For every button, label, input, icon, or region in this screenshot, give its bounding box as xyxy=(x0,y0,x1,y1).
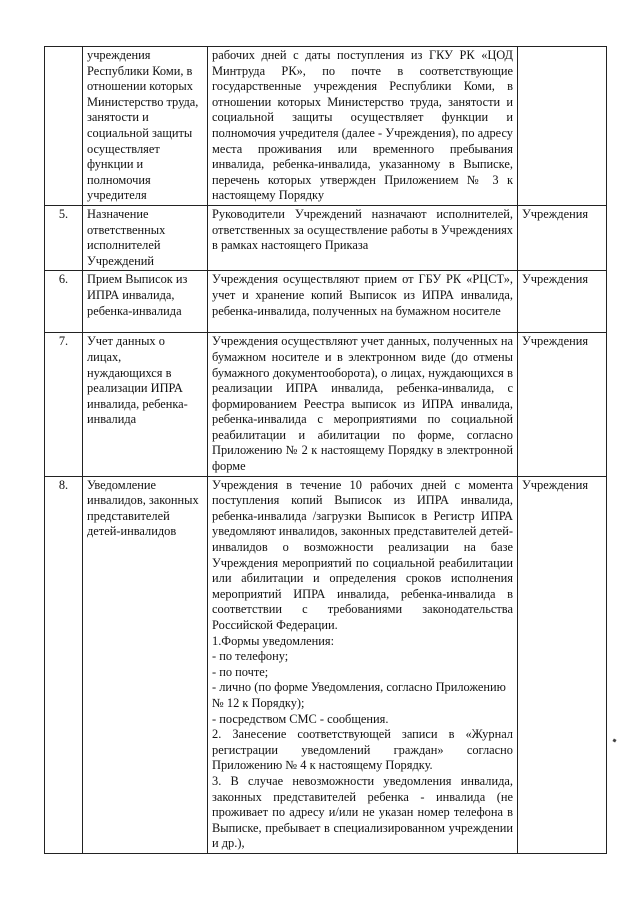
description-cell: Руководители Учреждений назначают исполнителей, ответственных за осуществление работы в Учреждениях в рамках настоящего Приказа xyxy=(208,205,518,270)
description-cell xyxy=(208,476,518,853)
table-row xyxy=(45,476,607,853)
responsible-cell: Учреждения xyxy=(518,271,607,333)
responsible-cell: Учреждения xyxy=(518,476,607,853)
description-cell: Учреждения осуществляют прием от ГБУ РК «РЦСТ», учет и хранение копий Выписок из ИПРА инвалида, ребенка-инвалида, полученных на бумажном носителе xyxy=(208,271,518,333)
table-row xyxy=(45,205,607,270)
impossible-notification-item: 3. В случае невозможности уведомления инвалида, законных представителей ребенка - инвалида (не проживает по адресу и/или не указан номер телефона в Выписке, пребывает в специализированном учреждении и др.), xyxy=(212,773,513,851)
task-cell: Уведомление инвалидов, законных представителей детей-инвалидов xyxy=(83,476,208,853)
journal-entry-item: 2. Занесение соответствующей записи в «Журнал регистрации уведомлений граждан» согласно Приложению № 4 к настоящему Порядку. xyxy=(212,727,513,773)
table-row xyxy=(45,271,607,333)
forms-title: 1.Формы уведомления: xyxy=(212,633,335,648)
task-cell: учреждения Республики Коми, в отношении которых Министерство труда, занятости и социальной защиты осуществляет функции и полномочия учредителя xyxy=(83,47,208,206)
row-number: 6. xyxy=(45,271,83,333)
row-number: 5. xyxy=(45,205,83,270)
description-cell: Учреждения осуществляют учет данных, полученных на бумажном носителе и в электронном виде (до отмены бумажного документооборота), о лицах, нуждающихся в реализации ИПРА инвалида, ребенка-инвалида, с формированием Реестра выписок из ИПРА инвалида, ребенка-инвалида с мероприятиями по социальной реабилитации и абилитации по форме, согласно Приложению № 2 к настоящему Порядку в электронной форме xyxy=(208,333,518,476)
scan-speck xyxy=(612,738,616,742)
responsible-cell xyxy=(518,47,607,206)
form-item: - посредством СМС - сообщения. xyxy=(212,711,389,726)
procedure-table xyxy=(44,46,607,854)
form-item: - по почте; xyxy=(212,664,269,679)
row-number: 7. xyxy=(45,333,83,476)
description-cell: рабочих дней с даты поступления из ГКУ РК «ЦОД Минтруда РК», по почте в соответствующие государственные учреждения Республики Коми, в отношении которых Министерство труда, занятости и социальной защиты осуществляет функции и полномочия учредителя (далее - Учреждения), по адресу места проживания или временного пребывания инвалида, ребенка-инвалида, указанному в Выписке, перечень которых утвержден Приложением № 3 к настоящему Порядку xyxy=(208,47,518,206)
task-cell: Прием Выписок из ИПРА инвалида, ребенка-инвалида xyxy=(83,271,208,333)
table-row xyxy=(45,333,607,476)
responsible-cell: Учреждения xyxy=(518,333,607,476)
table-row xyxy=(45,47,607,206)
task-cell: Назначение ответственных исполнителей Учреждений xyxy=(83,205,208,270)
task-cell: Учет данных о лицах, нуждающихся в реализации ИПРА инвалида, ребенка- инвалида xyxy=(83,333,208,476)
form-item: - лично (по форме Уведомления, согласно Приложению № 12 к Порядку); xyxy=(212,680,506,710)
notification-intro: Учреждения в течение 10 рабочих дней с момента поступления копий Выписок из ИПРА инвалида, ребенка-инвалида /загрузки Выписок в Регистр ИПРА уведомляют инвалидов, законных представителей детей-инвалидов о возможности реализации на базе Учреждения мероприятий по социальной реабилитации или абилитации и определения сроков исполнения мероприятий ИПРА инвалида, ребенка-инвалида в соответствии с требованиями законодательства Российской Федерации. xyxy=(212,477,513,632)
responsible-cell: Учреждения xyxy=(518,205,607,270)
row-number xyxy=(45,47,83,206)
row-number: 8. xyxy=(45,476,83,853)
form-item: - по телефону; xyxy=(212,649,289,664)
